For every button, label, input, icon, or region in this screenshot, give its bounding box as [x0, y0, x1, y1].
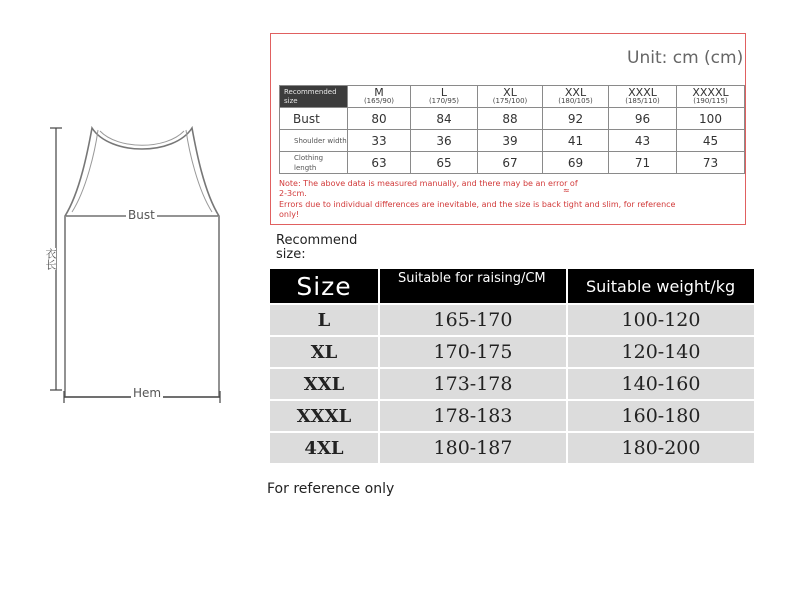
error-note: Errors due to individual differences are inevitable, and the size is back tight and slim, for reference only! [279, 200, 676, 219]
table-cell: 45 [677, 130, 745, 152]
table-row [280, 130, 745, 152]
size-cell: XL [270, 337, 378, 367]
size-column-header [609, 86, 677, 108]
size-range: (165/90) [363, 96, 395, 105]
height-cell: 173-178 [380, 369, 566, 399]
size-header: Size [270, 269, 378, 303]
size-cell: L [270, 305, 378, 335]
size-column-header [543, 86, 609, 108]
height-cell: 165-170 [380, 305, 566, 335]
hem-label: Hem [133, 386, 162, 400]
size-column-header [478, 86, 543, 108]
table-row [280, 152, 745, 174]
recommend-header-row [270, 269, 754, 303]
measurement-note: Note: The above data is measured manually, and there may be an error of 2-3cm. [279, 179, 578, 198]
weight-cell: 160-180 [568, 401, 754, 431]
row-label: Clothing length [280, 152, 348, 174]
table-row [270, 305, 754, 335]
row-label: Bust [280, 108, 348, 130]
reference-footnote: For reference only [267, 481, 395, 497]
height-cell: 180-187 [380, 433, 566, 463]
unit-label: Unit: cm (cm) [627, 48, 744, 68]
table-cell: 65 [411, 152, 478, 174]
table-row [270, 401, 754, 431]
weight-cell: 140-160 [568, 369, 754, 399]
table-cell: 80 [348, 108, 411, 130]
weight-cell: 120-140 [568, 337, 754, 367]
table-cell: 73 [677, 152, 745, 174]
weight-cell: 180-200 [568, 433, 754, 463]
recommend-size-table [268, 267, 756, 465]
weight-header: Suitable weight/kg [568, 269, 754, 303]
table-row [270, 337, 754, 367]
height-cell: 178-183 [380, 401, 566, 431]
size-range: (180/105) [558, 96, 593, 105]
table-cell: 33 [348, 130, 411, 152]
size-cell: XXL [270, 369, 378, 399]
size-range: (185/110) [625, 96, 660, 105]
size-chart-panel [270, 33, 746, 225]
height-cell: 170-175 [380, 337, 566, 367]
size-name: XXXXL [692, 85, 729, 99]
size-measurement-table [279, 85, 745, 174]
table-cell: 67 [478, 152, 543, 174]
size-cell: XXXL [270, 401, 378, 431]
height-header: Suitable for raising/CM [380, 269, 566, 303]
red-mark-icon: ≈ [563, 186, 570, 195]
size-cell: 4XL [270, 433, 378, 463]
table-cell: 96 [609, 108, 677, 130]
size-range: (190/115) [693, 96, 728, 105]
table-cell: 63 [348, 152, 411, 174]
size-column-header [411, 86, 478, 108]
table-row [280, 108, 745, 130]
tank-top-diagram [0, 0, 260, 589]
corner-header: Recommended size [280, 86, 348, 108]
size-range: (175/100) [492, 96, 528, 105]
size-header-row [280, 86, 745, 108]
table-cell: 43 [609, 130, 677, 152]
recommend-title: Recommend size: [276, 233, 358, 262]
row-label: Shoulder width [280, 130, 348, 152]
table-cell: 39 [478, 130, 543, 152]
table-row [270, 433, 754, 463]
size-column-header [348, 86, 411, 108]
table-row [270, 369, 754, 399]
table-cell: 69 [543, 152, 609, 174]
length-label: 衣长 [44, 248, 57, 270]
table-cell: 100 [677, 108, 745, 130]
bust-label: Bust [128, 208, 155, 222]
size-name: XXXL [628, 85, 657, 99]
weight-cell: 100-120 [568, 305, 754, 335]
table-cell: 41 [543, 130, 609, 152]
size-column-header [677, 86, 745, 108]
table-cell: 92 [543, 108, 609, 130]
table-cell: 71 [609, 152, 677, 174]
size-name: XXL [564, 85, 587, 99]
table-cell: 88 [478, 108, 543, 130]
size-name: M [374, 85, 384, 99]
table-cell: 36 [411, 130, 478, 152]
size-name: L [440, 85, 448, 99]
table-cell: 84 [411, 108, 478, 130]
tank-top-illustration [0, 0, 260, 589]
size-range: (170/95) [428, 96, 460, 105]
size-name: XL [503, 85, 517, 99]
